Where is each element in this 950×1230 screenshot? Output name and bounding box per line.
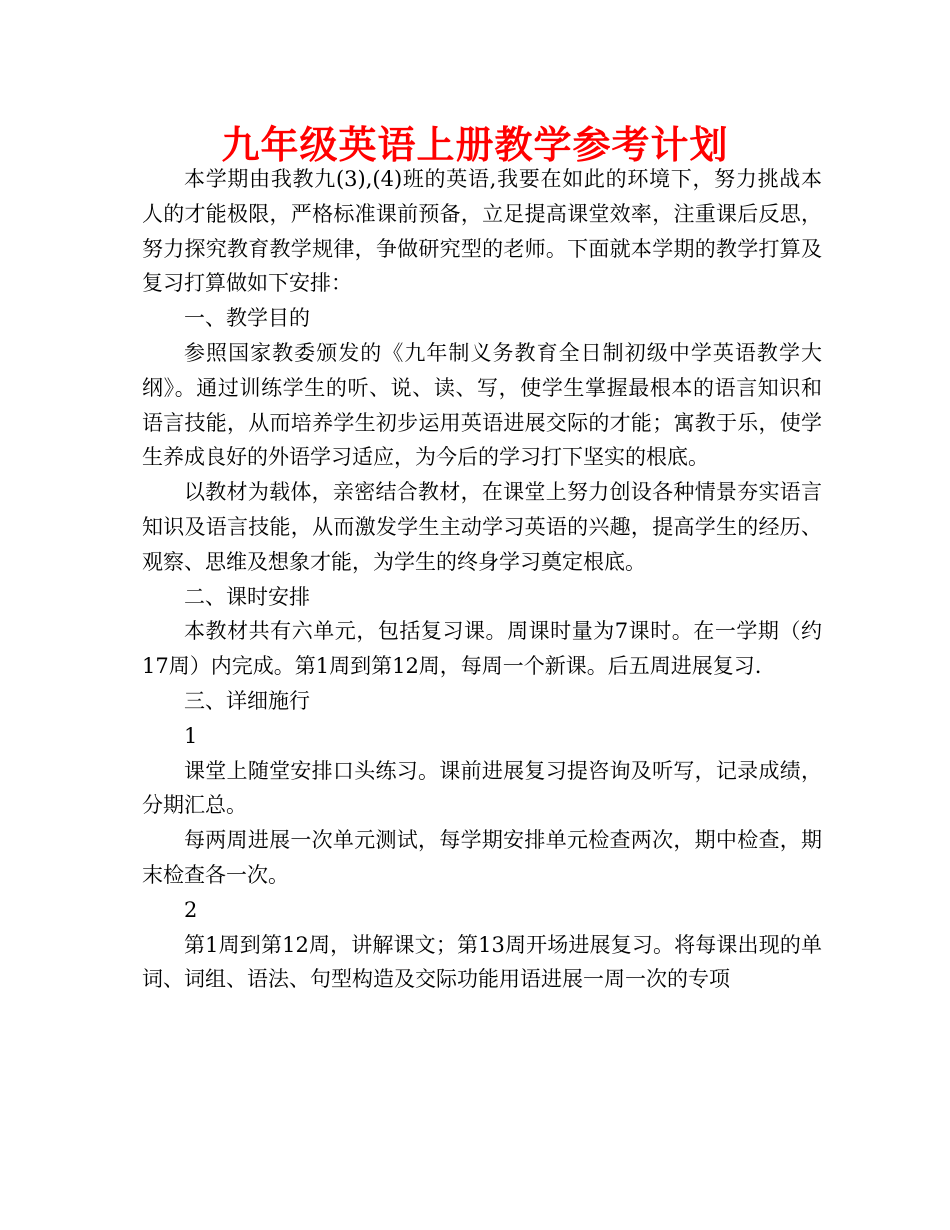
item-number-2: 2 bbox=[184, 897, 198, 922]
paragraph-review: 第1周到第12周，讲解课文；第13周开场进展复习。将每课出现的单词、词组、语法、句型构造及交际功能用语进展一周一次的专项 bbox=[142, 932, 822, 992]
heading-schedule: 二、课时安排 bbox=[184, 584, 310, 609]
item-number-1: 1 bbox=[184, 723, 198, 748]
document-body bbox=[142, 162, 822, 997]
heading-teaching-goal: 一、教学目的 bbox=[184, 306, 310, 331]
paragraph-oral-practice: 课堂上随堂安排口头练习。课前进展复习提咨询及听写，记录成绩，分期汇总。 bbox=[142, 758, 822, 818]
paragraph-schedule: 本教材共有六单元，包括复习课。周课时量为7课时。在一学期（约17周）内完成。第1周到第12周，每周一个新课。后五周进展复习. bbox=[142, 619, 822, 679]
paragraph-intro: 本学期由我教九(3),(4)班的英语,我要在如此的环境下，努力挑战本人的才能极限，严格标准课前预备，立足提高课堂效率，注重课后反思，努力探究教育教学规律，争做研究型的老师。下面就本学期的教学打算及复习打算做如下安排： bbox=[142, 167, 822, 296]
paragraph-textbook: 以教材为载体，亲密结合教材，在课堂上努力创设各种情景夯实语言知识及语言技能，从而激发学生主动学习英语的兴趣，提高学生的经历、观察、思维及想象才能，为学生的终身学习奠定根底。 bbox=[142, 480, 822, 574]
heading-implementation: 三、详细施行 bbox=[184, 688, 310, 713]
document-title: 九年级英语上册教学参考计划 bbox=[221, 123, 729, 167]
paragraph-syllabus: 参照国家教委颁发的《九年制义务教育全日制初级中学英语教学大纲》。通过训练学生的听、说、读、写，使学生掌握最根本的语言知识和语言技能，从而培养学生初步运用英语进展交际的才能；寓教于乐，使学生养成良好的外语学习适应，为今后的学习打下坚实的根底。 bbox=[142, 340, 822, 470]
paragraph-unit-tests: 每两周进展一次单元测试，每学期安排单元检查两次，期中检查，期末检查各一次。 bbox=[142, 828, 822, 887]
